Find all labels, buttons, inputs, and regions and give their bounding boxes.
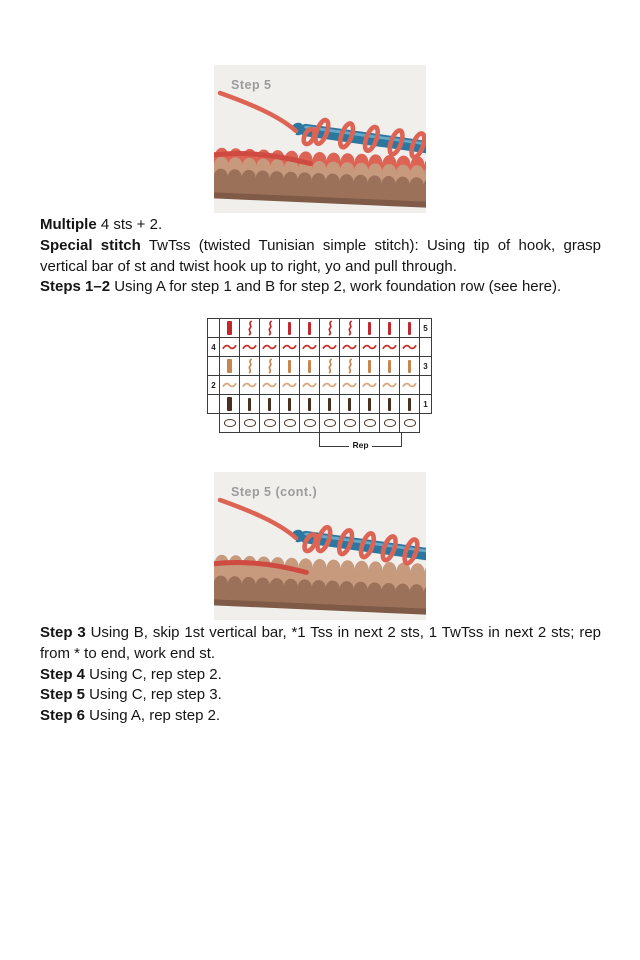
return-pass-symbol: [382, 343, 397, 351]
twtss-symbol: [265, 358, 274, 374]
twtss-symbol: [345, 320, 354, 336]
chart-row-1: [207, 394, 447, 414]
row-number-left: 2: [207, 375, 220, 395]
tss-symbol: [268, 398, 271, 411]
tss-symbol: [308, 322, 311, 335]
chart-row-4: [207, 337, 447, 357]
chain-symbol: [224, 419, 236, 427]
chart-row-2: [207, 375, 447, 395]
chart-cell: [319, 318, 340, 338]
chart-cell: [379, 337, 400, 357]
twtss-symbol: [345, 358, 354, 374]
row-number-right: [419, 337, 432, 357]
tss-symbol: [288, 398, 291, 411]
chain-symbol: [344, 419, 356, 427]
return-pass-symbol: [262, 381, 277, 389]
tss-symbol: [368, 360, 371, 373]
return-pass-symbol: [342, 381, 357, 389]
chart-cell: [219, 318, 240, 338]
chain-symbol: [404, 419, 416, 427]
chart-cell: [379, 356, 400, 376]
return-pass-symbol: [342, 343, 357, 351]
chart-cell: [339, 413, 360, 433]
tss-symbol: [388, 360, 391, 373]
chart-cell: [219, 375, 240, 395]
chart-cell: [299, 394, 320, 414]
chart-cell: [259, 318, 280, 338]
chart-cell: [279, 318, 300, 338]
edge-stitch-symbol: [227, 321, 232, 335]
chart-cell: [319, 337, 340, 357]
instruction-lead: Step 4: [40, 665, 86, 683]
chart-cell: [379, 394, 400, 414]
chain-symbol: [324, 419, 336, 427]
chart-cell: [299, 356, 320, 376]
row-number-right: 3: [419, 356, 432, 376]
return-pass-symbol: [242, 381, 257, 389]
chart-cell: [279, 356, 300, 376]
return-pass-symbol: [362, 343, 377, 351]
chart-cell: [319, 413, 340, 433]
chart-cell: [339, 337, 360, 357]
chart-cell: [379, 318, 400, 338]
chain-symbol: [384, 419, 396, 427]
tss-symbol: [328, 398, 331, 411]
instruction-steps-1-2: Steps 1–2 Using A for step 1 and B for step 2, work foundation row (see here).: [40, 278, 562, 296]
chart-cell: [259, 356, 280, 376]
return-pass-symbol: [362, 381, 377, 389]
chart-cell: [359, 318, 380, 338]
twtss-symbol: [245, 320, 254, 336]
chart-cell: [399, 375, 420, 395]
return-pass-symbol: [402, 343, 417, 351]
chart-cell: [339, 394, 360, 414]
chart-cell: [219, 337, 240, 357]
chart-cell: [259, 413, 280, 433]
tss-symbol: [368, 322, 371, 335]
return-pass-symbol: [302, 343, 317, 351]
crochet-photo-illustration: [214, 65, 426, 213]
chart-cell: [339, 375, 360, 395]
chart-cell: [279, 337, 300, 357]
chart-cell: [359, 413, 380, 433]
tss-symbol: [308, 398, 311, 411]
chart-cell: [239, 356, 260, 376]
instruction-multiple: Multiple 4 sts + 2.: [40, 216, 163, 233]
chart-cell: [239, 394, 260, 414]
instruction-lead: Multiple: [40, 216, 97, 233]
chart-cell: [359, 394, 380, 414]
chart-row-3: [207, 356, 447, 376]
stitch-chart: [207, 318, 447, 450]
instruction-step-3: Step 3 Using B, skip 1st vertical bar, *1 Tss in next 2 sts, 1 TwTss in next 2 sts; rep from * to end, work end st.: [40, 624, 602, 662]
row-number-right: [419, 375, 432, 395]
chart-cell: [259, 394, 280, 414]
row-number-right: 5: [419, 318, 432, 338]
tss-symbol: [368, 398, 371, 411]
instruction-lead: Step 3: [40, 624, 86, 641]
chart-cell: [259, 375, 280, 395]
tss-symbol: [348, 398, 351, 411]
chain-symbol: [304, 419, 316, 427]
twtss-symbol: [265, 320, 274, 336]
chart-cell: [319, 394, 340, 414]
chart-cell: [299, 413, 320, 433]
chart-cell: [279, 375, 300, 395]
chart-cell: [359, 337, 380, 357]
chart-cell: [239, 413, 260, 433]
return-pass-symbol: [382, 381, 397, 389]
chain-symbol: [364, 419, 376, 427]
twtss-symbol: [245, 358, 254, 374]
tss-symbol: [288, 322, 291, 335]
return-pass-symbol: [282, 381, 297, 389]
photo-label: Step 5 (cont.): [231, 485, 318, 499]
row-number-right: 1: [419, 394, 432, 414]
chart-cell: [359, 356, 380, 376]
tss-symbol: [248, 398, 251, 411]
rep-label: Rep: [349, 441, 371, 450]
return-pass-symbol: [222, 343, 237, 351]
tss-symbol: [308, 360, 311, 373]
chart-cell: [319, 356, 340, 376]
chart-cell: [239, 375, 260, 395]
chart-cell: [379, 413, 400, 433]
instructions-bottom: [40, 623, 601, 727]
edge-stitch-symbol: [227, 359, 232, 373]
return-pass-symbol: [302, 381, 317, 389]
step5-photo: [214, 65, 426, 213]
return-pass-symbol: [262, 343, 277, 351]
twtss-symbol: [325, 358, 334, 374]
instruction-lead: Steps 1–2: [40, 278, 111, 296]
chain-symbol: [244, 419, 256, 427]
instruction-special-stitch: Special stitch TwTss (twisted Tunisian simple stitch): Using tip of hook, grasp vertical bar of st and twist hook up to right, yo and pull through.: [40, 236, 602, 275]
tss-symbol: [408, 360, 411, 373]
chart-cell: [279, 413, 300, 433]
instruction-step-5: Step 5 Using C, rep step 3.: [40, 686, 222, 704]
instructions-top: [40, 215, 601, 298]
chain-symbol: [284, 419, 296, 427]
rep-bracket: [319, 433, 402, 450]
chart-cell: [259, 337, 280, 357]
chart-cell: [219, 394, 240, 414]
chart-row-5: [207, 318, 447, 338]
chart-cell: [359, 375, 380, 395]
chart-cell: [379, 375, 400, 395]
tss-symbol: [408, 322, 411, 335]
return-pass-symbol: [322, 381, 337, 389]
chart-cell: [219, 356, 240, 376]
chart-cell: [319, 375, 340, 395]
chart-cell: [239, 337, 260, 357]
instruction-lead: Step 6: [40, 707, 86, 725]
chart-cell: [339, 318, 360, 338]
chain-symbol: [264, 419, 276, 427]
chart-cell: [399, 413, 420, 433]
chart-cell: [299, 337, 320, 357]
tss-symbol: [288, 360, 291, 373]
photo-label: Step 5: [231, 78, 272, 92]
row-number-left: 4: [207, 337, 220, 357]
chart-cell: [399, 337, 420, 357]
return-pass-symbol: [222, 381, 237, 389]
chart-cell: [339, 356, 360, 376]
chart-spacer: [207, 413, 219, 433]
tss-symbol: [388, 322, 391, 335]
chart-cell: [219, 413, 240, 433]
instruction-lead: Step 5: [40, 686, 86, 704]
chart-foundation-chain: [207, 413, 447, 433]
stitch-chart-grid: [207, 318, 447, 433]
step5-cont-photo: [214, 472, 426, 620]
return-pass-symbol: [282, 343, 297, 351]
chart-cell: [299, 375, 320, 395]
twtss-symbol: [325, 320, 334, 336]
crochet-photo-illustration: [214, 472, 426, 620]
return-pass-symbol: [322, 343, 337, 351]
instruction-lead: Special stitch: [40, 236, 141, 254]
chart-cell: [239, 318, 260, 338]
tss-symbol: [388, 398, 391, 411]
return-pass-symbol: [402, 381, 417, 389]
chart-cell: [299, 318, 320, 338]
chart-cell: [399, 394, 420, 414]
chart-cell: [399, 356, 420, 376]
instruction-step-6: Step 6 Using A, rep step 2.: [40, 707, 221, 725]
edge-stitch-symbol: [227, 397, 232, 411]
tss-symbol: [408, 398, 411, 411]
see-here-link[interactable]: here: [521, 278, 552, 296]
chart-cell: [279, 394, 300, 414]
chart-cell: [399, 318, 420, 338]
instruction-step-4: Step 4 Using C, rep step 2.: [40, 665, 222, 683]
return-pass-symbol: [242, 343, 257, 351]
